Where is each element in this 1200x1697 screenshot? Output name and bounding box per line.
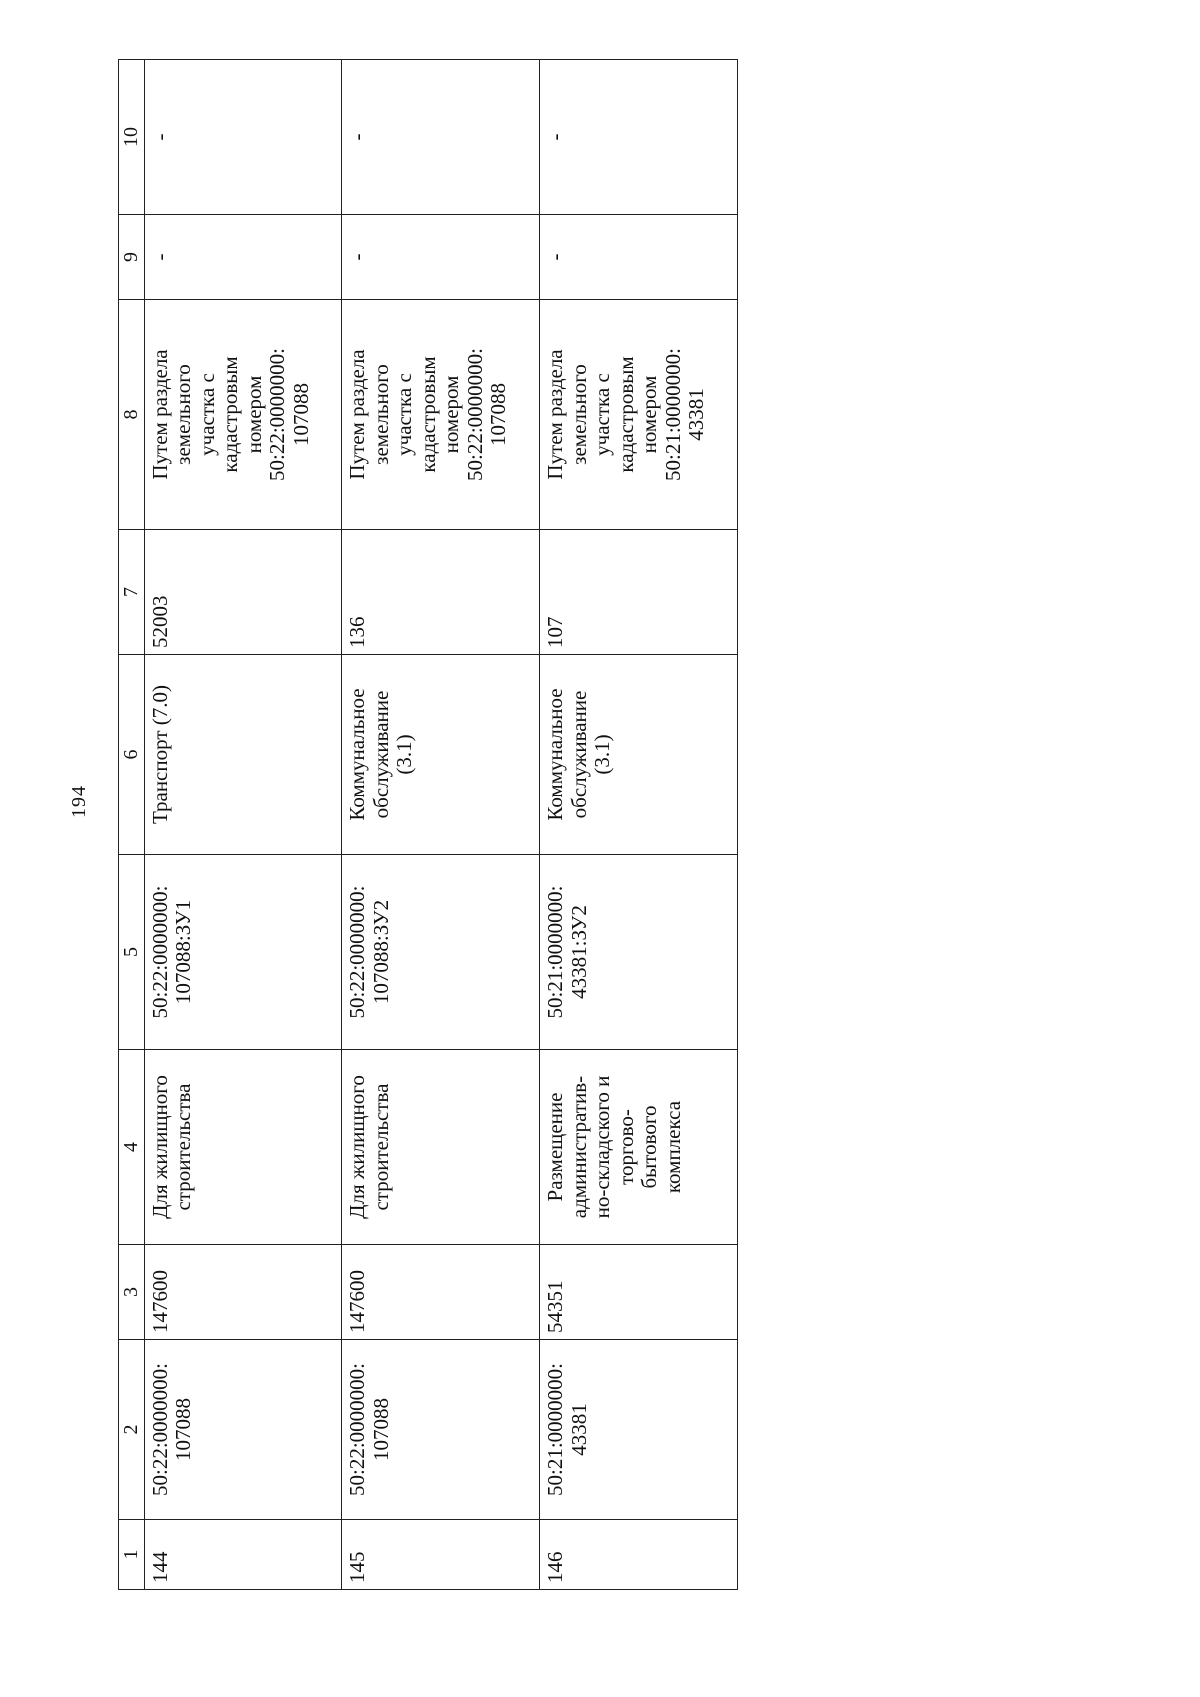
land-plots-table xyxy=(118,59,738,1590)
formation-method-cell: Путем раздела земельного участка с кадастровым номером 50:22:0000000: 107088 xyxy=(342,300,540,530)
new-plot-designation-cell: 50:21:0000000: 43381:ЗУ2 xyxy=(540,855,738,1050)
use-type-cell: Транспорт (7.0) xyxy=(144,655,342,855)
permitted-use-cell: Для жилищного строительства xyxy=(144,1050,342,1245)
header-cell-10: 10 xyxy=(119,60,145,215)
row-number-cell: 145 xyxy=(342,1520,540,1590)
source-cadastral-number-cell: 50:21:0000000: 43381 xyxy=(540,1340,738,1520)
permitted-use-cell: Для жилищного строительства xyxy=(342,1050,540,1245)
formation-method-cell: Путем раздела земельного участка с кадастровым номером 50:21:0000000: 43381 xyxy=(540,300,738,530)
source-area-cell: 54351 xyxy=(540,1245,738,1340)
new-area-cell: 136 xyxy=(342,530,540,655)
source-cadastral-number-cell: 50:22:0000000: 107088 xyxy=(144,1340,342,1520)
header-cell-1: 1 xyxy=(119,1520,145,1590)
page-number: 194 xyxy=(68,785,90,818)
table-row xyxy=(540,60,738,1590)
use-type-cell: Коммунальное обслуживание (3.1) xyxy=(342,655,540,855)
column-10-cell: - xyxy=(540,60,738,215)
column-9-cell: - xyxy=(342,215,540,300)
permitted-use-cell: Размещение административ- но-складского и торгово- бытового комплекса xyxy=(540,1050,738,1245)
header-row xyxy=(119,60,145,1590)
new-plot-designation-cell: 50:22:0000000: 107088:ЗУ2 xyxy=(342,855,540,1050)
source-area-cell: 147600 xyxy=(342,1245,540,1340)
header-cell-4: 4 xyxy=(119,1050,145,1245)
source-cadastral-number-cell: 50:22:0000000: 107088 xyxy=(342,1340,540,1520)
source-area-cell: 147600 xyxy=(144,1245,342,1340)
rotated-table-container xyxy=(118,60,738,1590)
table-row xyxy=(144,60,342,1590)
column-9-cell: - xyxy=(144,215,342,300)
row-number-cell: 144 xyxy=(144,1520,342,1590)
column-10-cell: - xyxy=(342,60,540,215)
formation-method-cell: Путем раздела земельного участка с кадастровым номером 50:22:0000000: 107088 xyxy=(144,300,342,530)
table-row xyxy=(342,60,540,1590)
header-cell-2: 2 xyxy=(119,1340,145,1520)
header-cell-5: 5 xyxy=(119,855,145,1050)
column-10-cell: - xyxy=(144,60,342,215)
header-cell-9: 9 xyxy=(119,215,145,300)
new-area-cell: 107 xyxy=(540,530,738,655)
row-number-cell: 146 xyxy=(540,1520,738,1590)
new-plot-designation-cell: 50:22:0000000: 107088:ЗУ1 xyxy=(144,855,342,1050)
header-cell-6: 6 xyxy=(119,655,145,855)
header-cell-7: 7 xyxy=(119,530,145,655)
column-9-cell: - xyxy=(540,215,738,300)
header-cell-3: 3 xyxy=(119,1245,145,1340)
new-area-cell: 52003 xyxy=(144,530,342,655)
use-type-cell: Коммунальное обслуживание (3.1) xyxy=(540,655,738,855)
header-cell-8: 8 xyxy=(119,300,145,530)
